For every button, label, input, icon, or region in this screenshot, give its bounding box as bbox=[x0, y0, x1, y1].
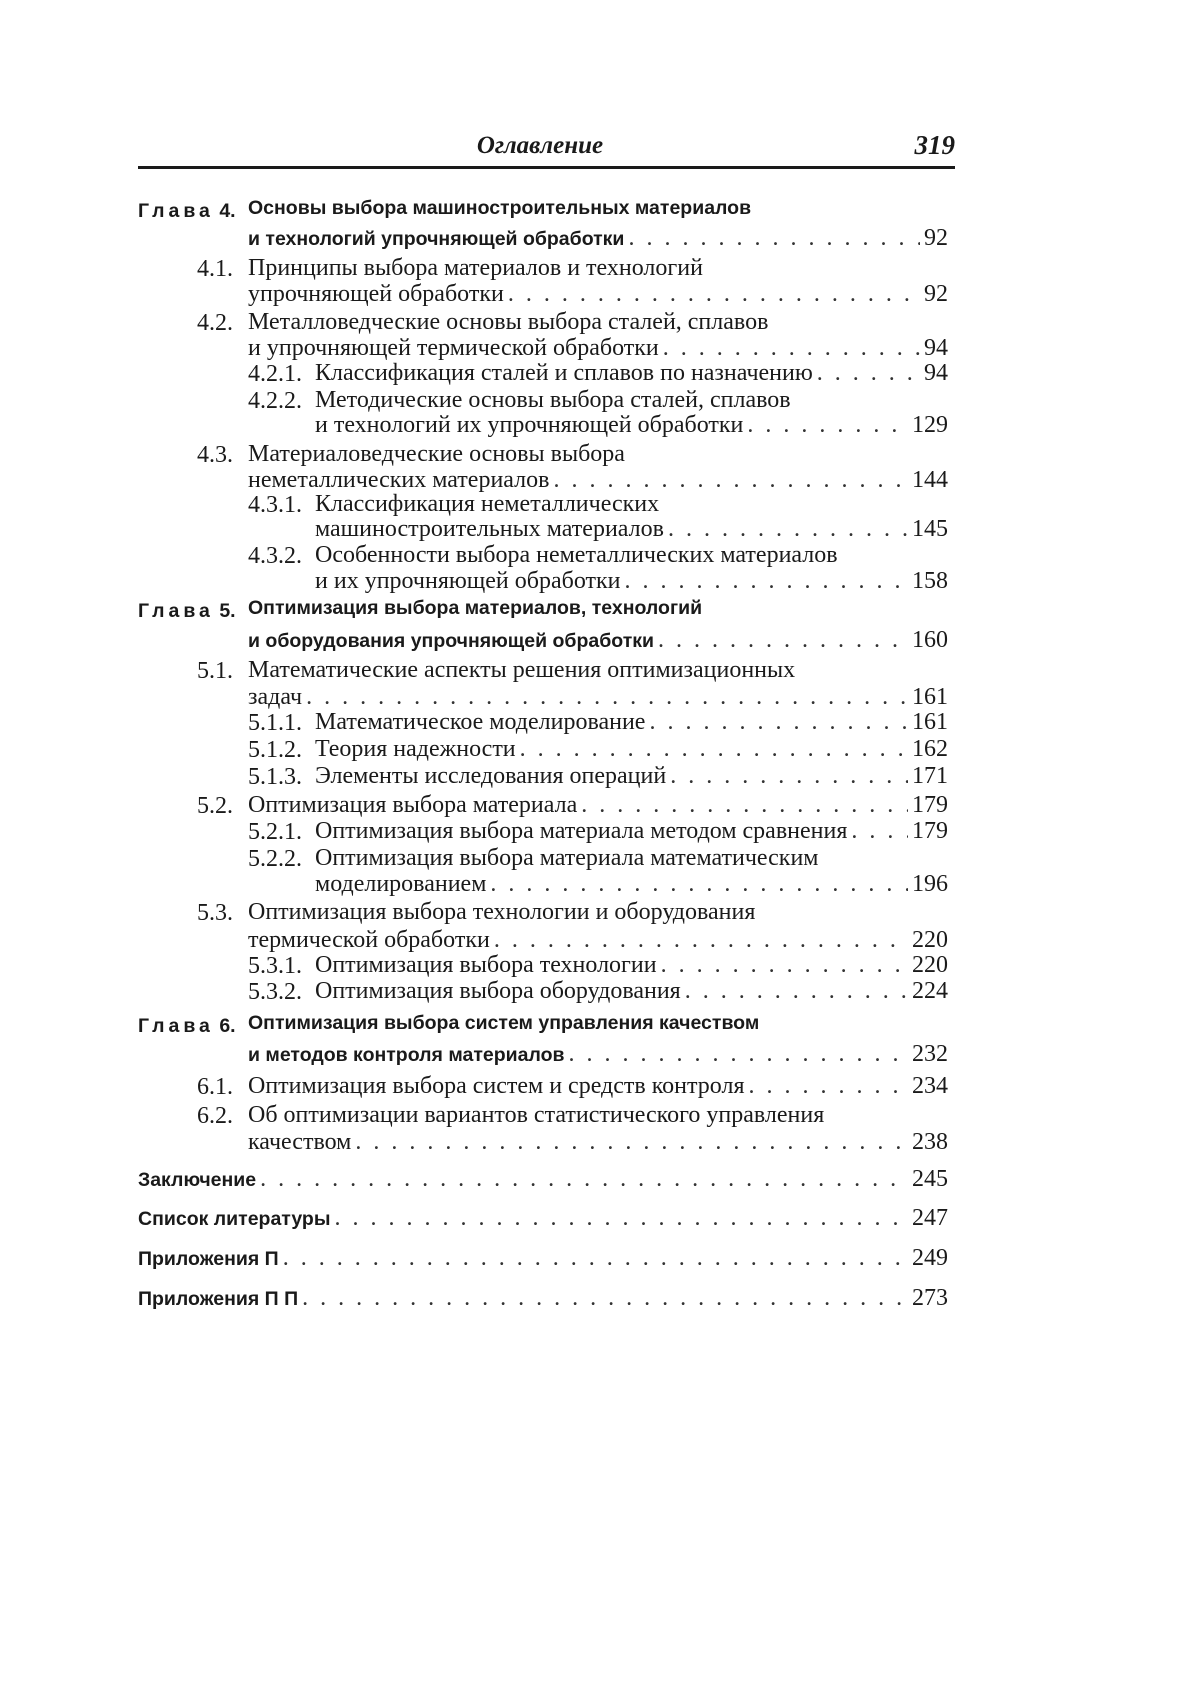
entry-line bbox=[315, 736, 948, 766]
entry-title: машиностроительных материалов bbox=[315, 516, 664, 542]
entry-title: Особенности выбора неметаллических материалов bbox=[315, 542, 838, 568]
entry-line bbox=[248, 1102, 948, 1132]
dot-leader bbox=[508, 281, 920, 308]
dot-leader bbox=[302, 1285, 908, 1312]
chapter-word: Глава bbox=[138, 600, 214, 622]
page-number: 171 bbox=[912, 763, 948, 789]
entry-title: Оптимизация выбора материала bbox=[248, 792, 578, 818]
entry-line bbox=[248, 899, 948, 929]
dot-leader bbox=[260, 1166, 908, 1193]
entry-line bbox=[315, 763, 948, 793]
page-number: 144 bbox=[912, 467, 948, 493]
header-title: Оглавление bbox=[476, 132, 604, 159]
entry-number: 5.2.1. bbox=[248, 819, 302, 845]
entry-title: Классификация неметаллических bbox=[315, 491, 660, 517]
entry-line bbox=[138, 1245, 948, 1275]
entry-number: 4.3.2. bbox=[248, 543, 302, 569]
dot-leader bbox=[520, 736, 908, 763]
chapter-number: 6. bbox=[219, 1015, 236, 1037]
dot-leader bbox=[851, 818, 908, 845]
entry-line bbox=[315, 871, 948, 901]
page-number: 224 bbox=[912, 978, 948, 1004]
entry-number: 5.2. bbox=[197, 793, 233, 819]
dot-leader bbox=[817, 360, 920, 387]
dot-leader bbox=[569, 1041, 908, 1068]
entry-title: Оптимизация выбора материалов, технологий bbox=[248, 597, 703, 619]
entry-title: Оптимизация выбора материала математическим bbox=[315, 845, 819, 871]
entry-title: Оптимизация выбора технологии и оборудования bbox=[248, 899, 756, 925]
entry-number: 6.1. bbox=[197, 1074, 233, 1100]
entry-line bbox=[248, 1012, 948, 1042]
page-number: 161 bbox=[912, 709, 948, 735]
entry-line bbox=[315, 709, 948, 739]
dot-leader bbox=[625, 568, 908, 595]
dot-leader bbox=[306, 684, 908, 711]
chapter-word: Глава bbox=[138, 200, 214, 222]
entry-line bbox=[315, 568, 948, 598]
page-number: 179 bbox=[912, 792, 948, 818]
entry-line bbox=[138, 1205, 948, 1235]
entry-number: 5.1.3. bbox=[248, 764, 302, 790]
page-number: 94 bbox=[924, 335, 948, 361]
dot-leader bbox=[490, 871, 908, 898]
entry-title: задач bbox=[248, 684, 303, 710]
entry-title: неметаллических материалов bbox=[248, 467, 550, 493]
entry-line bbox=[248, 657, 948, 687]
entry-number: 4.2. bbox=[197, 310, 233, 336]
entry-title: и методов контроля материалов bbox=[248, 1044, 565, 1066]
page-number: 220 bbox=[912, 927, 948, 953]
entry-title: и их упрочняющей обработки bbox=[315, 568, 621, 594]
entry-line bbox=[248, 597, 948, 627]
dot-leader bbox=[581, 792, 908, 819]
entry-line bbox=[248, 197, 948, 227]
dot-leader bbox=[748, 1073, 908, 1100]
entry-number: 4.3.1. bbox=[248, 492, 302, 518]
header-page-number: 319 bbox=[914, 130, 955, 160]
dot-leader bbox=[335, 1205, 909, 1232]
entry-title: Математическое моделирование bbox=[315, 709, 646, 735]
page-number: 238 bbox=[912, 1129, 948, 1155]
dot-leader bbox=[628, 225, 920, 252]
entry-number: 5.3. bbox=[197, 900, 233, 926]
dot-leader bbox=[668, 516, 908, 543]
dot-leader bbox=[670, 763, 908, 790]
entry-number: 5.3.2. bbox=[248, 979, 302, 1005]
entry-title: и технологий упрочняющей обработки bbox=[248, 228, 625, 250]
page-number: 179 bbox=[912, 818, 948, 844]
page-number: 94 bbox=[924, 360, 948, 386]
entry-number: 6.2. bbox=[197, 1103, 233, 1129]
entry-title: и оборудования упрочняющей обработки bbox=[248, 630, 654, 652]
chapter-label bbox=[138, 600, 236, 623]
entry-line bbox=[138, 1285, 948, 1315]
chapter-word: Глава bbox=[138, 1015, 214, 1037]
entry-line bbox=[248, 1073, 948, 1103]
entry-title: Математические аспекты решения оптимизационных bbox=[248, 657, 796, 683]
entry-title: Теория надежности bbox=[315, 736, 516, 762]
dot-leader bbox=[355, 1129, 908, 1156]
page-number: 247 bbox=[912, 1205, 948, 1231]
entry-line bbox=[315, 818, 948, 848]
entry-number: 5.1.2. bbox=[248, 737, 302, 763]
entry-line bbox=[248, 281, 948, 311]
entry-title: Список литературы bbox=[138, 1208, 331, 1230]
entry-line bbox=[315, 412, 948, 442]
entry-line bbox=[248, 1129, 948, 1159]
entry-title: Металловедческие основы выбора сталей, сплавов bbox=[248, 309, 769, 335]
page-number: 220 bbox=[912, 952, 948, 978]
page-number: 162 bbox=[912, 736, 948, 762]
dot-leader bbox=[747, 412, 908, 439]
page-number: 249 bbox=[912, 1245, 948, 1271]
entry-title: Оптимизация выбора систем управления качеством bbox=[248, 1012, 760, 1034]
dot-leader bbox=[553, 467, 908, 494]
entry-title: Оптимизация выбора оборудования bbox=[315, 978, 681, 1004]
page-number: 145 bbox=[912, 516, 948, 542]
dot-leader bbox=[663, 335, 920, 362]
entry-title: Материаловедческие основы выбора bbox=[248, 441, 625, 467]
entry-line bbox=[315, 360, 948, 390]
entry-number: 4.2.1. bbox=[248, 361, 302, 387]
entry-title: упрочняющей обработки bbox=[248, 281, 504, 307]
entry-number: 5.1.1. bbox=[248, 710, 302, 736]
entry-title: Об оптимизации вариантов статистического управления bbox=[248, 1102, 825, 1128]
entry-line bbox=[315, 978, 948, 1008]
dot-leader bbox=[661, 952, 908, 979]
entry-title: Приложения П bbox=[138, 1248, 279, 1270]
entry-line bbox=[138, 1166, 948, 1196]
chapter-label bbox=[138, 1015, 236, 1038]
page-number: 92 bbox=[924, 281, 948, 307]
entry-title: Основы выбора машиностроительных материалов bbox=[248, 197, 752, 219]
page-number: 160 bbox=[912, 627, 948, 653]
entry-number: 4.3. bbox=[197, 442, 233, 468]
page-number: 273 bbox=[912, 1285, 948, 1311]
entry-title: Оптимизация выбора систем и средств контроля bbox=[248, 1073, 745, 1099]
entry-title: моделированием bbox=[315, 871, 487, 897]
page-number: 158 bbox=[912, 568, 948, 594]
page-number: 196 bbox=[912, 871, 948, 897]
page-number: 92 bbox=[924, 225, 948, 251]
entry-number: 4.1. bbox=[197, 256, 233, 282]
entry-title: Заключение bbox=[138, 1169, 257, 1191]
chapter-number: 5. bbox=[219, 600, 236, 622]
chapter-label bbox=[138, 200, 236, 223]
dot-leader bbox=[494, 927, 908, 954]
entry-number: 4.2.2. bbox=[248, 388, 302, 414]
entry-number: 5.1. bbox=[197, 658, 233, 684]
header-rule bbox=[138, 166, 955, 169]
dot-leader bbox=[685, 978, 908, 1005]
entry-title: качеством bbox=[248, 1129, 352, 1155]
chapter-number: 4. bbox=[219, 200, 236, 222]
page-number: 245 bbox=[912, 1166, 948, 1192]
entry-title: термической обработки bbox=[248, 927, 490, 953]
entry-title: Оптимизация выбора технологии bbox=[315, 952, 657, 978]
entry-title: Оптимизация выбора материала методом сравнения bbox=[315, 818, 848, 844]
entry-title: и упрочняющей термической обработки bbox=[248, 335, 659, 361]
page-number: 129 bbox=[912, 412, 948, 438]
page-number: 234 bbox=[912, 1073, 948, 1099]
entry-line bbox=[248, 225, 948, 255]
dot-leader bbox=[649, 709, 908, 736]
entry-line bbox=[248, 1041, 948, 1071]
page-number: 161 bbox=[912, 684, 948, 710]
entry-line bbox=[248, 627, 948, 657]
page-number: 232 bbox=[912, 1041, 948, 1067]
entry-title: Приложения П П bbox=[138, 1288, 299, 1310]
dot-leader bbox=[658, 627, 908, 654]
entry-number: 5.2.2. bbox=[248, 846, 302, 872]
entry-title: и технологий их упрочняющей обработки bbox=[315, 412, 744, 438]
entry-title: Классификация сталей и сплавов по назначению bbox=[315, 360, 813, 386]
dot-leader bbox=[283, 1245, 908, 1272]
entry-title: Методические основы выбора сталей, сплавов bbox=[315, 387, 791, 413]
entry-title: Принципы выбора материалов и технологий bbox=[248, 255, 703, 281]
entry-title: Элементы исследования операций bbox=[315, 763, 667, 789]
entry-number: 5.3.1. bbox=[248, 953, 302, 979]
